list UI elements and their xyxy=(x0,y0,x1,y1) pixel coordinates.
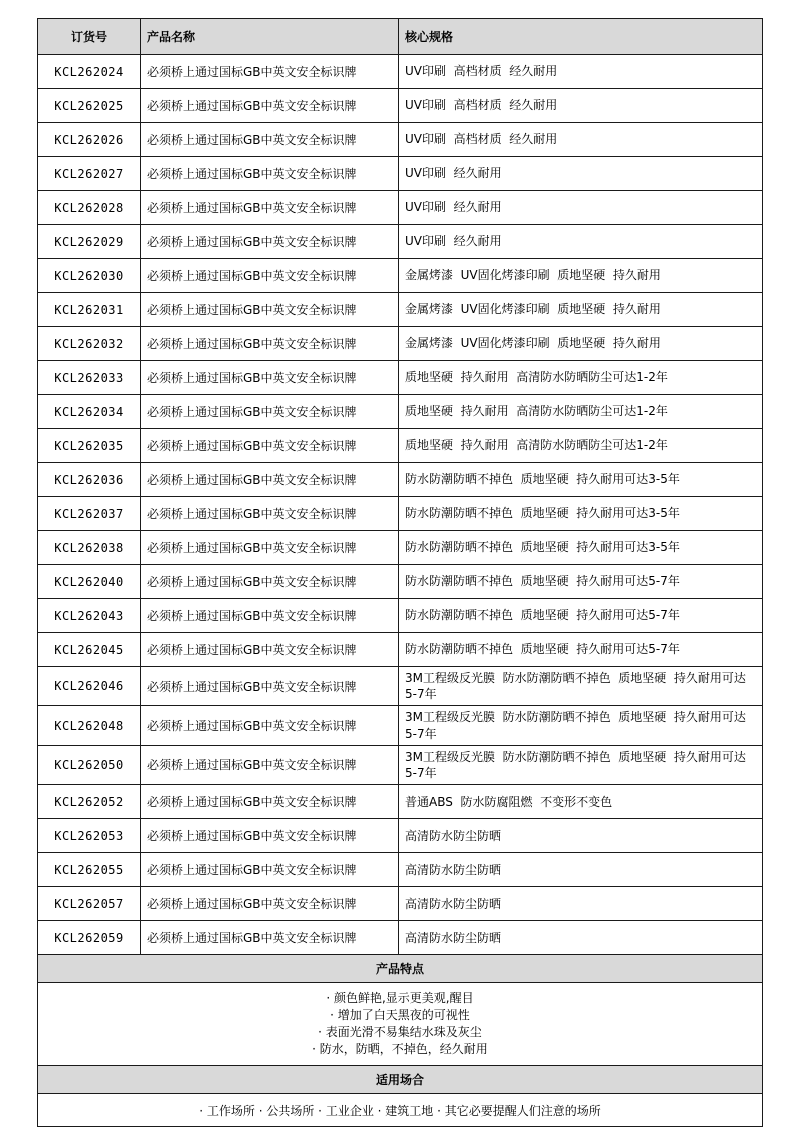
table-row xyxy=(38,921,763,955)
specs-cell: UV印刷 经久耐用 xyxy=(399,225,763,259)
order-no-cell: KCL262052 xyxy=(38,785,141,819)
occasions-section-header xyxy=(38,1066,763,1094)
table-row xyxy=(38,565,763,599)
specs-cell: UV印刷 高档材质 经久耐用 xyxy=(399,55,763,89)
order-no-cell: KCL262038 xyxy=(38,531,141,565)
order-no-cell: KCL262037 xyxy=(38,497,141,531)
order-no-cell: KCL262030 xyxy=(38,259,141,293)
specs-cell: 防水防潮防晒不掉色 质地坚硬 持久耐用可达5-7年 xyxy=(399,565,763,599)
table-header-row xyxy=(38,19,763,55)
specs-cell: UV印刷 高档材质 经久耐用 xyxy=(399,123,763,157)
product-name-cell: 必须桥上通过国标GB中英文安全标识牌 xyxy=(141,745,399,784)
order-no-cell: KCL262032 xyxy=(38,327,141,361)
product-name-cell: 必须桥上通过国标GB中英文安全标识牌 xyxy=(141,599,399,633)
table-row xyxy=(38,395,763,429)
feature-item: · 表面光滑不易集结水珠及灰尘 xyxy=(318,1025,482,1040)
features-section-title: 产品特点 xyxy=(38,955,763,983)
features-row xyxy=(38,983,763,1066)
table-row xyxy=(38,853,763,887)
order-no-cell: KCL262059 xyxy=(38,921,141,955)
specs-cell: 3M工程级反光膜 防水防潮防晒不掉色 质地坚硬 持久耐用可达5-7年 xyxy=(399,706,763,745)
order-no-cell: KCL262035 xyxy=(38,429,141,463)
specs-cell: 防水防潮防晒不掉色 质地坚硬 持久耐用可达5-7年 xyxy=(399,633,763,667)
occasions-text: · 工作场所 · 公共场所 · 工业企业 · 建筑工地 · 其它必要提醒人们注意的场所 xyxy=(38,1094,763,1127)
specs-cell: 防水防潮防晒不掉色 质地坚硬 持久耐用可达3-5年 xyxy=(399,463,763,497)
table-row xyxy=(38,157,763,191)
table-row xyxy=(38,667,763,706)
product-name-cell: 必须桥上通过国标GB中英文安全标识牌 xyxy=(141,706,399,745)
specs-cell: 防水防潮防晒不掉色 质地坚硬 持久耐用可达3-5年 xyxy=(399,531,763,565)
product-name-cell: 必须桥上通过国标GB中英文安全标识牌 xyxy=(141,395,399,429)
order-no-cell: KCL262024 xyxy=(38,55,141,89)
product-name-cell: 必须桥上通过国标GB中英文安全标识牌 xyxy=(141,191,399,225)
order-no-cell: KCL262045 xyxy=(38,633,141,667)
header-order-no: 订货号 xyxy=(38,19,141,55)
product-name-cell: 必须桥上通过国标GB中英文安全标识牌 xyxy=(141,327,399,361)
product-spec-sheet xyxy=(37,18,763,1133)
specs-cell: 3M工程级反光膜 防水防潮防晒不掉色 质地坚硬 持久耐用可达5-7年 xyxy=(399,745,763,784)
product-name-cell: 必须桥上通过国标GB中英文安全标识牌 xyxy=(141,361,399,395)
order-no-cell: KCL262040 xyxy=(38,565,141,599)
table-row xyxy=(38,55,763,89)
specs-cell: 金属烤漆 UV固化烤漆印刷 质地坚硬 持久耐用 xyxy=(399,293,763,327)
order-no-cell: KCL262046 xyxy=(38,667,141,706)
specs-cell: 质地坚硬 持久耐用 高清防水防晒防尘可达1-2年 xyxy=(399,395,763,429)
product-name-cell: 必须桥上通过国标GB中英文安全标识牌 xyxy=(141,633,399,667)
table-row xyxy=(38,123,763,157)
table-row xyxy=(38,706,763,745)
specs-cell: UV印刷 高档材质 经久耐用 xyxy=(399,89,763,123)
specs-cell: 3M工程级反光膜 防水防潮防晒不掉色 质地坚硬 持久耐用可达5-7年 xyxy=(399,667,763,706)
product-name-cell: 必须桥上通过国标GB中英文安全标识牌 xyxy=(141,429,399,463)
info-sections xyxy=(38,955,763,1127)
product-name-cell: 必须桥上通过国标GB中英文安全标识牌 xyxy=(141,853,399,887)
table-row xyxy=(38,225,763,259)
order-no-cell: KCL262053 xyxy=(38,819,141,853)
product-name-cell: 必须桥上通过国标GB中英文安全标识牌 xyxy=(141,565,399,599)
features-section-header xyxy=(38,955,763,983)
table-row xyxy=(38,293,763,327)
product-name-cell: 必须桥上通过国标GB中英文安全标识牌 xyxy=(141,123,399,157)
table-row xyxy=(38,785,763,819)
table-row xyxy=(38,633,763,667)
table-row xyxy=(38,429,763,463)
table-row xyxy=(38,531,763,565)
specs-cell: 质地坚硬 持久耐用 高清防水防晒防尘可达1-2年 xyxy=(399,429,763,463)
product-name-cell: 必须桥上通过国标GB中英文安全标识牌 xyxy=(141,55,399,89)
features-list xyxy=(38,983,763,1066)
occasions-row xyxy=(38,1094,763,1127)
feature-item: · 增加了白天黑夜的可视性 xyxy=(330,1008,470,1023)
feature-item: · 防水，防晒，不掉色，经久耐用 xyxy=(312,1042,488,1057)
specs-cell: 普通ABS 防水防腐阻燃 不变形不变色 xyxy=(399,785,763,819)
table-body xyxy=(38,55,763,955)
product-name-cell: 必须桥上通过国标GB中英文安全标识牌 xyxy=(141,785,399,819)
feature-item: · 颜色鲜艳,显示更美观,醒目 xyxy=(326,991,474,1006)
order-no-cell: KCL262036 xyxy=(38,463,141,497)
order-no-cell: KCL262048 xyxy=(38,706,141,745)
order-no-cell: KCL262031 xyxy=(38,293,141,327)
product-name-cell: 必须桥上通过国标GB中英文安全标识牌 xyxy=(141,157,399,191)
header-core-specs: 核心规格 xyxy=(399,19,763,55)
specs-cell: 防水防潮防晒不掉色 质地坚硬 持久耐用可达3-5年 xyxy=(399,497,763,531)
table-row xyxy=(38,463,763,497)
table-row xyxy=(38,327,763,361)
order-no-cell: KCL262027 xyxy=(38,157,141,191)
table-row xyxy=(38,191,763,225)
specs-cell: 金属烤漆 UV固化烤漆印刷 质地坚硬 持久耐用 xyxy=(399,259,763,293)
table-row xyxy=(38,599,763,633)
product-name-cell: 必须桥上通过国标GB中英文安全标识牌 xyxy=(141,887,399,921)
product-name-cell: 必须桥上通过国标GB中英文安全标识牌 xyxy=(141,259,399,293)
table-row xyxy=(38,361,763,395)
table-row xyxy=(38,745,763,784)
product-name-cell: 必须桥上通过国标GB中英文安全标识牌 xyxy=(141,921,399,955)
order-no-cell: KCL262029 xyxy=(38,225,141,259)
table-row xyxy=(38,259,763,293)
occasions-section-title: 适用场合 xyxy=(38,1066,763,1094)
product-name-cell: 必须桥上通过国标GB中英文安全标识牌 xyxy=(141,293,399,327)
specs-cell: 高清防水防尘防晒 xyxy=(399,887,763,921)
product-name-cell: 必须桥上通过国标GB中英文安全标识牌 xyxy=(141,497,399,531)
product-name-cell: 必须桥上通过国标GB中英文安全标识牌 xyxy=(141,225,399,259)
table-row xyxy=(38,497,763,531)
order-no-cell: KCL262033 xyxy=(38,361,141,395)
specs-cell: 金属烤漆 UV固化烤漆印刷 质地坚硬 持久耐用 xyxy=(399,327,763,361)
order-no-cell: KCL262028 xyxy=(38,191,141,225)
specs-cell: UV印刷 经久耐用 xyxy=(399,191,763,225)
table-row xyxy=(38,887,763,921)
product-name-cell: 必须桥上通过国标GB中英文安全标识牌 xyxy=(141,531,399,565)
order-no-cell: KCL262050 xyxy=(38,745,141,784)
specs-cell: 高清防水防尘防晒 xyxy=(399,819,763,853)
table-row xyxy=(38,819,763,853)
product-table xyxy=(37,18,763,1127)
order-no-cell: KCL262055 xyxy=(38,853,141,887)
order-no-cell: KCL262025 xyxy=(38,89,141,123)
product-name-cell: 必须桥上通过国标GB中英文安全标识牌 xyxy=(141,89,399,123)
header-product-name: 产品名称 xyxy=(141,19,399,55)
order-no-cell: KCL262026 xyxy=(38,123,141,157)
specs-cell: 防水防潮防晒不掉色 质地坚硬 持久耐用可达5-7年 xyxy=(399,599,763,633)
specs-cell: 高清防水防尘防晒 xyxy=(399,853,763,887)
order-no-cell: KCL262057 xyxy=(38,887,141,921)
product-name-cell: 必须桥上通过国标GB中英文安全标识牌 xyxy=(141,463,399,497)
specs-cell: 质地坚硬 持久耐用 高清防水防晒防尘可达1-2年 xyxy=(399,361,763,395)
specs-cell: 高清防水防尘防晒 xyxy=(399,921,763,955)
product-name-cell: 必须桥上通过国标GB中英文安全标识牌 xyxy=(141,819,399,853)
order-no-cell: KCL262043 xyxy=(38,599,141,633)
order-no-cell: KCL262034 xyxy=(38,395,141,429)
product-name-cell: 必须桥上通过国标GB中英文安全标识牌 xyxy=(141,667,399,706)
specs-cell: UV印刷 经久耐用 xyxy=(399,157,763,191)
table-row xyxy=(38,89,763,123)
